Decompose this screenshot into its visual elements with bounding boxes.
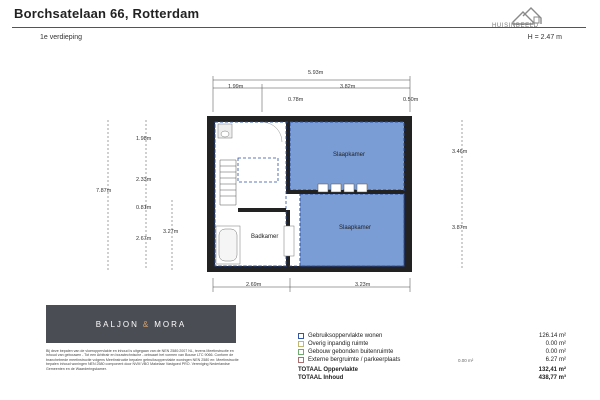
legend-total-area [298, 366, 566, 374]
floor-label: 1e verdieping [40, 34, 83, 41]
brand-name: HUISINBEELD [492, 23, 539, 29]
dim-top-left: 1.99m [228, 84, 244, 90]
legend-row-living [298, 332, 566, 340]
legend-row-outdoor [298, 348, 566, 356]
dim-top-total: 5.93m [308, 70, 324, 76]
legend-swatch-living [298, 333, 304, 339]
legend-label-outdoor: Gebouw gebonden buitenruimte [308, 349, 394, 355]
dim-top-inner: 0.78m [288, 97, 304, 103]
dim-bottom-left: 2.69m [246, 282, 262, 288]
dim-right-1: 3.46m [452, 149, 468, 155]
total-volume-value: 438,77 m³ [538, 375, 566, 381]
legend-value-outdoor: 0.00 m² [545, 349, 566, 355]
legend-row-storage [298, 356, 566, 364]
wall-left [207, 116, 215, 272]
room-label-bedroom-1: Slaapkamer [333, 152, 366, 158]
agency-name-left: BALJON [95, 319, 139, 329]
wall-bottom [207, 266, 412, 272]
dim-top-right: 3.82m [340, 84, 356, 90]
agency-name-right: MORA [154, 319, 187, 329]
dim-right-2: 3.87m [452, 225, 468, 231]
dim-top-offset: 0.50m [403, 97, 419, 103]
dim-left-3: 0.81m [136, 205, 152, 211]
total-area-value: 132,41 m² [538, 367, 566, 373]
total-area-label: TOTAAL Oppervlakte [298, 367, 359, 373]
legend-value-other: 0.00 m² [545, 341, 566, 347]
agency-ampersand: & [142, 319, 151, 329]
measurement-disclaimer: Bij deze bepalen van de vloeroppervlakte en inhoud is uitgegaan van de NEN 2580:2007 NL, tevens Meetinstructie en inhoud van gebouwen - Tot een Arbitrair en bouwtechnische - ontwaart het vormen van Bouwe LTC 9066. Conform de branchebrede meetinstructie volgens Meetinstructie bepalen gebruiksoppervlakte woningen NEN 2580 en: Meetinstructie bepalen inhoud woningen NEN 2580 component door NVM VBO Makelaar Vastgoed PRO. Vereniging Nederlandse Gemeenten en de Waarderingskamer. [46, 349, 239, 371]
address-title: Borchsatelaan 66, Rotterdam [14, 6, 200, 21]
legend-row-other [298, 340, 566, 348]
dim-left-4: 2.67m [136, 236, 152, 242]
stair-area [238, 158, 278, 182]
dim-left-2: 2.33m [136, 177, 152, 183]
dim-bottom-right: 3.23m [355, 282, 371, 288]
wall-right [404, 116, 412, 272]
total-volume-label: TOTAAL Inhoud [298, 375, 344, 381]
legend-label-other: Overig inpandig ruimte [308, 341, 369, 347]
ceiling-height: H = 2.47 m [527, 34, 562, 41]
wall-top [207, 116, 410, 122]
dim-left-5: 3.27m [163, 229, 179, 235]
legend-value-storage: 6.27 m² [545, 357, 566, 363]
legend-label-storage: Externe bergruimte / parkeerplaats [308, 357, 401, 363]
dim-left-1: 1.98m [136, 136, 152, 142]
legend-label-living: Gebruiksoppervlakte wonen [308, 333, 383, 339]
agency-logo [46, 305, 236, 343]
legend-extra-storage: 0.00 m² [458, 357, 474, 363]
legend-total-volume [298, 374, 566, 382]
dim-left-total: 7.87m [96, 188, 112, 194]
legend-swatch-other [298, 341, 304, 347]
legend-value-living: 126.14 m² [538, 333, 566, 339]
legend-swatch-storage [298, 357, 304, 363]
sink-icon [284, 226, 294, 256]
room-label-bedroom-2: Slaapkamer [339, 225, 372, 231]
legend-swatch-outdoor [298, 349, 304, 355]
room-label-bathroom: Badkamer [251, 234, 279, 240]
